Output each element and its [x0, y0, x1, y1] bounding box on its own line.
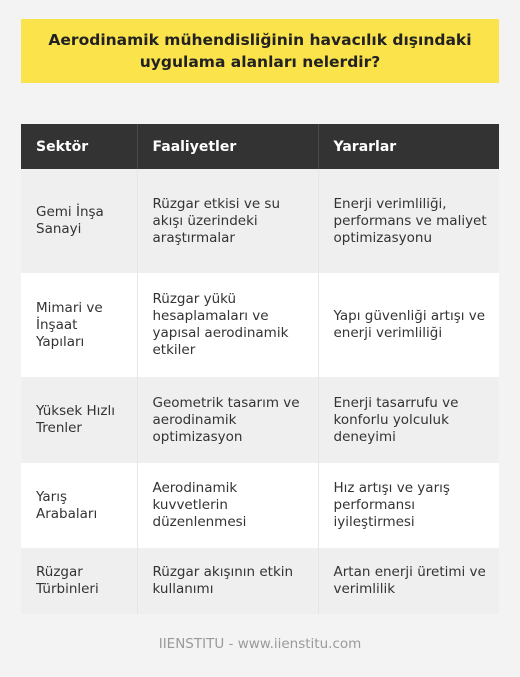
- table-row: [21, 463, 499, 548]
- table-cell: [318, 548, 499, 614]
- table-cell: [318, 273, 499, 377]
- title-banner: [21, 19, 499, 83]
- table-cell: [21, 169, 137, 273]
- cell-activities: Rüzgar yükü hesaplamaları ve yapısal aerodinamik etkiler: [152, 291, 289, 358]
- table-cell: [21, 377, 137, 463]
- table-cell: [137, 463, 318, 548]
- table-cell: [21, 548, 137, 614]
- cell-benefits: Enerji verimliliği, performans ve maliyet optimizasyonu: [333, 195, 487, 246]
- table-cell: [318, 463, 499, 548]
- data-table: [21, 124, 499, 614]
- cell-activities: Aerodinamik kuvvetlerin düzenlenmesi: [152, 480, 247, 530]
- table-row: [21, 548, 499, 614]
- table-cell: [21, 463, 137, 548]
- table-cell: [318, 169, 499, 273]
- cell-sector: Yarış Arabaları: [36, 488, 98, 522]
- footer-credit: IIENSTITU - www.iienstitu.com: [158, 636, 362, 652]
- cell-sector: Mimari ve İnşaat Yapıları: [36, 299, 103, 350]
- column-header-sector: Sektör: [21, 124, 137, 169]
- table-row: [21, 377, 499, 463]
- cell-sector: Yüksek Hızlı Trenler: [36, 403, 116, 436]
- table-cell: [137, 548, 318, 614]
- cell-activities: Rüzgar etkisi ve su akışı üzerindeki araştırmalar: [152, 195, 281, 246]
- table-cell: [137, 377, 318, 463]
- cell-sector: Gemi İnşa Sanayi: [36, 204, 104, 237]
- table-cell: [137, 273, 318, 377]
- cell-benefits: Enerji tasarrufu ve konforlu yolculuk deneyimi: [333, 394, 459, 445]
- column-header-benefits: Yararlar: [318, 124, 499, 169]
- cell-benefits: Hız artışı ve yarış performansı iyileştirmesi: [333, 480, 450, 530]
- table-cell: [21, 273, 137, 377]
- column-header-activities: Faaliyetler: [137, 124, 318, 169]
- table-header-row: [21, 124, 499, 169]
- table-cell: [137, 169, 318, 273]
- page-title: Aerodinamik mühendisliğinin havacılık dışındaki uygulama alanları nelerdir?: [48, 31, 472, 71]
- cell-activities: Geometrik tasarım ve aerodinamik optimizasyon: [152, 394, 300, 445]
- table-cell: [318, 377, 499, 463]
- cell-benefits: Artan enerji üretimi ve verimlilik: [333, 564, 486, 597]
- table-row: [21, 169, 499, 273]
- cell-benefits: Yapı güvenliği artışı ve enerji verimliliği: [333, 308, 486, 341]
- table-row: [21, 273, 499, 377]
- cell-activities: Rüzgar akışının etkin kullanımı: [152, 564, 294, 597]
- cell-sector: Rüzgar Türbinleri: [36, 564, 99, 597]
